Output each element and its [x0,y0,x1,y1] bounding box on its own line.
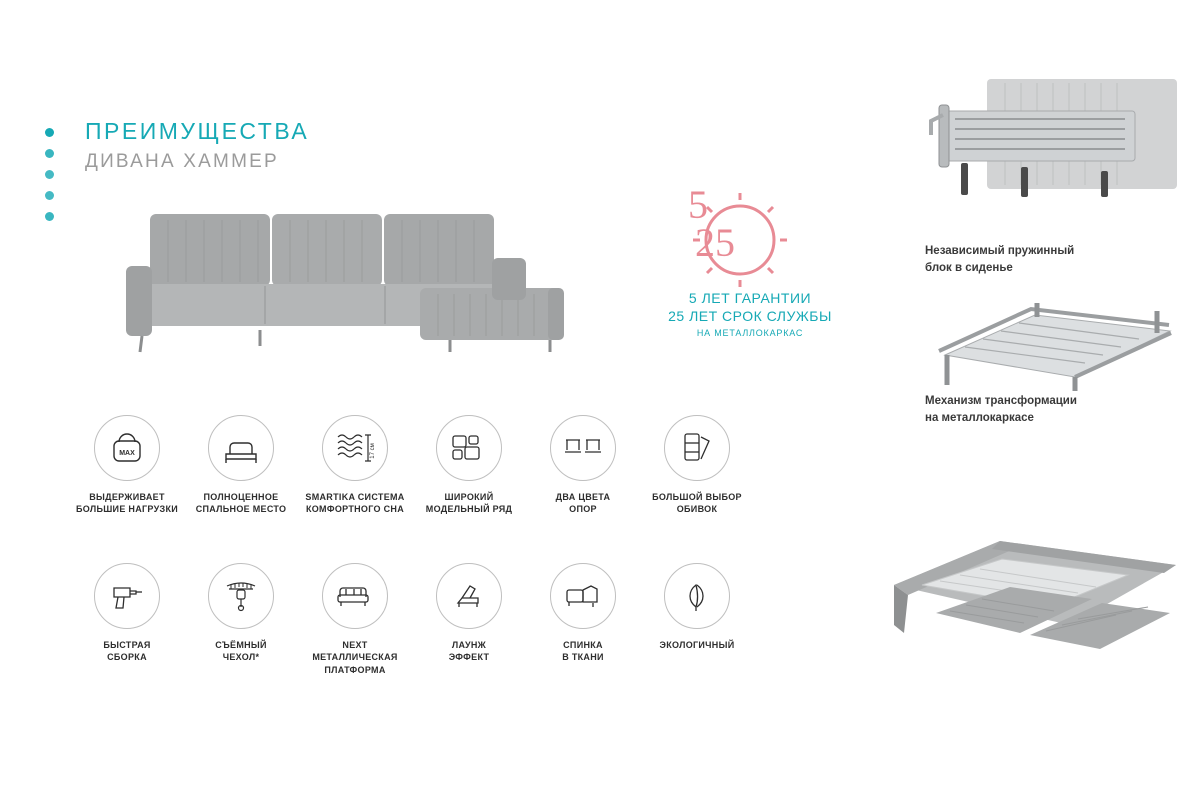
bed-icon [208,415,274,481]
spring-block-caption-line2: блок в сиденье [925,261,1013,274]
heading-dot-list [45,128,54,233]
feature-item-smartika-system [298,415,412,515]
drill-icon [94,563,160,629]
feature-label [640,639,754,651]
feature-label-line2: ОБИВОК [676,504,718,515]
transform-mechanism-caption-line2: на металлокаркасе [925,411,1034,424]
feature-item-lounge-effect [412,563,526,675]
transform-mechanism-caption [925,393,1175,426]
feature-label [412,639,526,663]
warranty-caption-3: НА МЕТАЛЛОКАРКАС [696,328,804,338]
svg-text:MAX: MAX [119,450,135,457]
sofa-unfolded-photo [880,515,1180,675]
feature-label-line2: БОЛЬШИЕ НАГРУЗКИ [75,504,179,515]
warranty-gear-icon [640,182,860,290]
spring-height-icon [322,415,388,481]
feature-label-line3: ПЛАТФОРМА [324,664,386,675]
feature-label [184,639,298,663]
feature-label-line1: БОЛЬШОЙ ВЫБОР [652,492,742,502]
feature-label [526,491,640,515]
feature-label-line1: БЫСТРАЯ [103,640,151,651]
feature-label-line2: КОМФОРТНОГО СНА [305,504,405,515]
svg-text:17 см: 17 см [370,443,376,459]
feature-label-line1: ШИРОКИЙ [444,492,494,502]
feature-item-weight-max [70,415,184,515]
feature-label-line2: МЕТАЛЛИЧЕСКАЯ [312,652,398,663]
feature-item-fast-assembly [70,563,184,675]
fabric-swatch-icon [664,415,730,481]
hero-sofa-image [120,200,570,380]
feature-label [298,491,412,515]
feature-label-line2: ЧЕХОЛ* [222,652,260,663]
lounge-icon [436,563,502,629]
feature-item-next-platform [298,563,412,675]
feature-label-line2: В ТКАНИ [562,652,604,663]
page-title-primary: ПРЕИМУЩЕСТВА [85,118,310,144]
sofa-platform-icon [322,563,388,629]
feature-label-line1: ЛАУНЖ [451,640,487,651]
warranty-badge [640,182,860,338]
feature-label [526,639,640,663]
warranty-service-number: 25 [695,220,735,265]
heading-dot [45,170,54,179]
feature-label-line2: ЭФФЕКТ [448,652,490,663]
legs-icon [550,415,616,481]
warranty-caption-2: 25 ЛЕТ СРОК СЛУЖБЫ [668,308,832,324]
feature-label-line1: ПОЛНОЦЕННОЕ [203,492,279,502]
spring-block-photo [925,75,1180,225]
feature-label-line2: СБОРКА [107,652,147,663]
features-row-1 [70,415,870,515]
transform-mechanism-caption-line1: Механизм трансформации [925,395,1077,407]
backrest-fabric-icon [550,563,616,629]
feature-label [70,491,184,515]
feature-item-model-range [412,415,526,515]
feature-label [298,639,412,675]
feature-label-line1: ДВА ЦВЕТА [555,492,611,502]
features-row-2 [70,563,870,675]
feature-label [70,639,184,663]
feature-label-line1: NEXT [342,640,368,651]
page-title [85,118,309,173]
feature-item-upholstery-choice [640,415,754,515]
leaf-eco-icon [664,563,730,629]
transform-mechanism-photo [925,285,1180,400]
feature-item-full-bed [184,415,298,515]
feature-label-line2: МОДЕЛЬНЫЙ РЯД [425,504,513,515]
spring-block-caption-line1: Независимый пружинный [925,245,1075,257]
feature-label-line1: СЪЁМНЫЙ [215,640,267,651]
heading-dot [45,128,54,137]
feature-item-removable-cover [184,563,298,675]
feature-item-two-leg-colors [526,415,640,515]
modules-icon [436,415,502,481]
feature-item-fabric-backrest [526,563,640,675]
page-title-secondary: ДИВАНА ХАММЕР [85,151,279,172]
warranty-caption-1: 5 ЛЕТ ГАРАНТИИ [688,290,812,306]
heading-dot [45,212,54,221]
warranty-years-number: 5 [688,182,708,227]
feature-label-line2: ОПОР [569,504,597,515]
feature-label-line1: СПИНКА [563,640,603,651]
spring-block-caption [925,243,1175,276]
feature-label [184,491,298,515]
feature-item-eco-friendly [640,563,754,675]
weight-max-icon [94,415,160,481]
feature-label-line1: ЭКОЛОГИЧНЫЙ [659,640,735,651]
heading-dot [45,149,54,158]
heading-dot [45,191,54,200]
feature-label-line2: СПАЛЬНОЕ МЕСТО [195,504,287,515]
features-grid [70,415,870,676]
feature-label [640,491,754,515]
feature-label [412,491,526,515]
zipper-icon [208,563,274,629]
feature-label-line1: SMARTIKA СИСТЕМА [305,492,405,502]
feature-label-line1: ВЫДЕРЖИВАЕТ [89,492,165,502]
